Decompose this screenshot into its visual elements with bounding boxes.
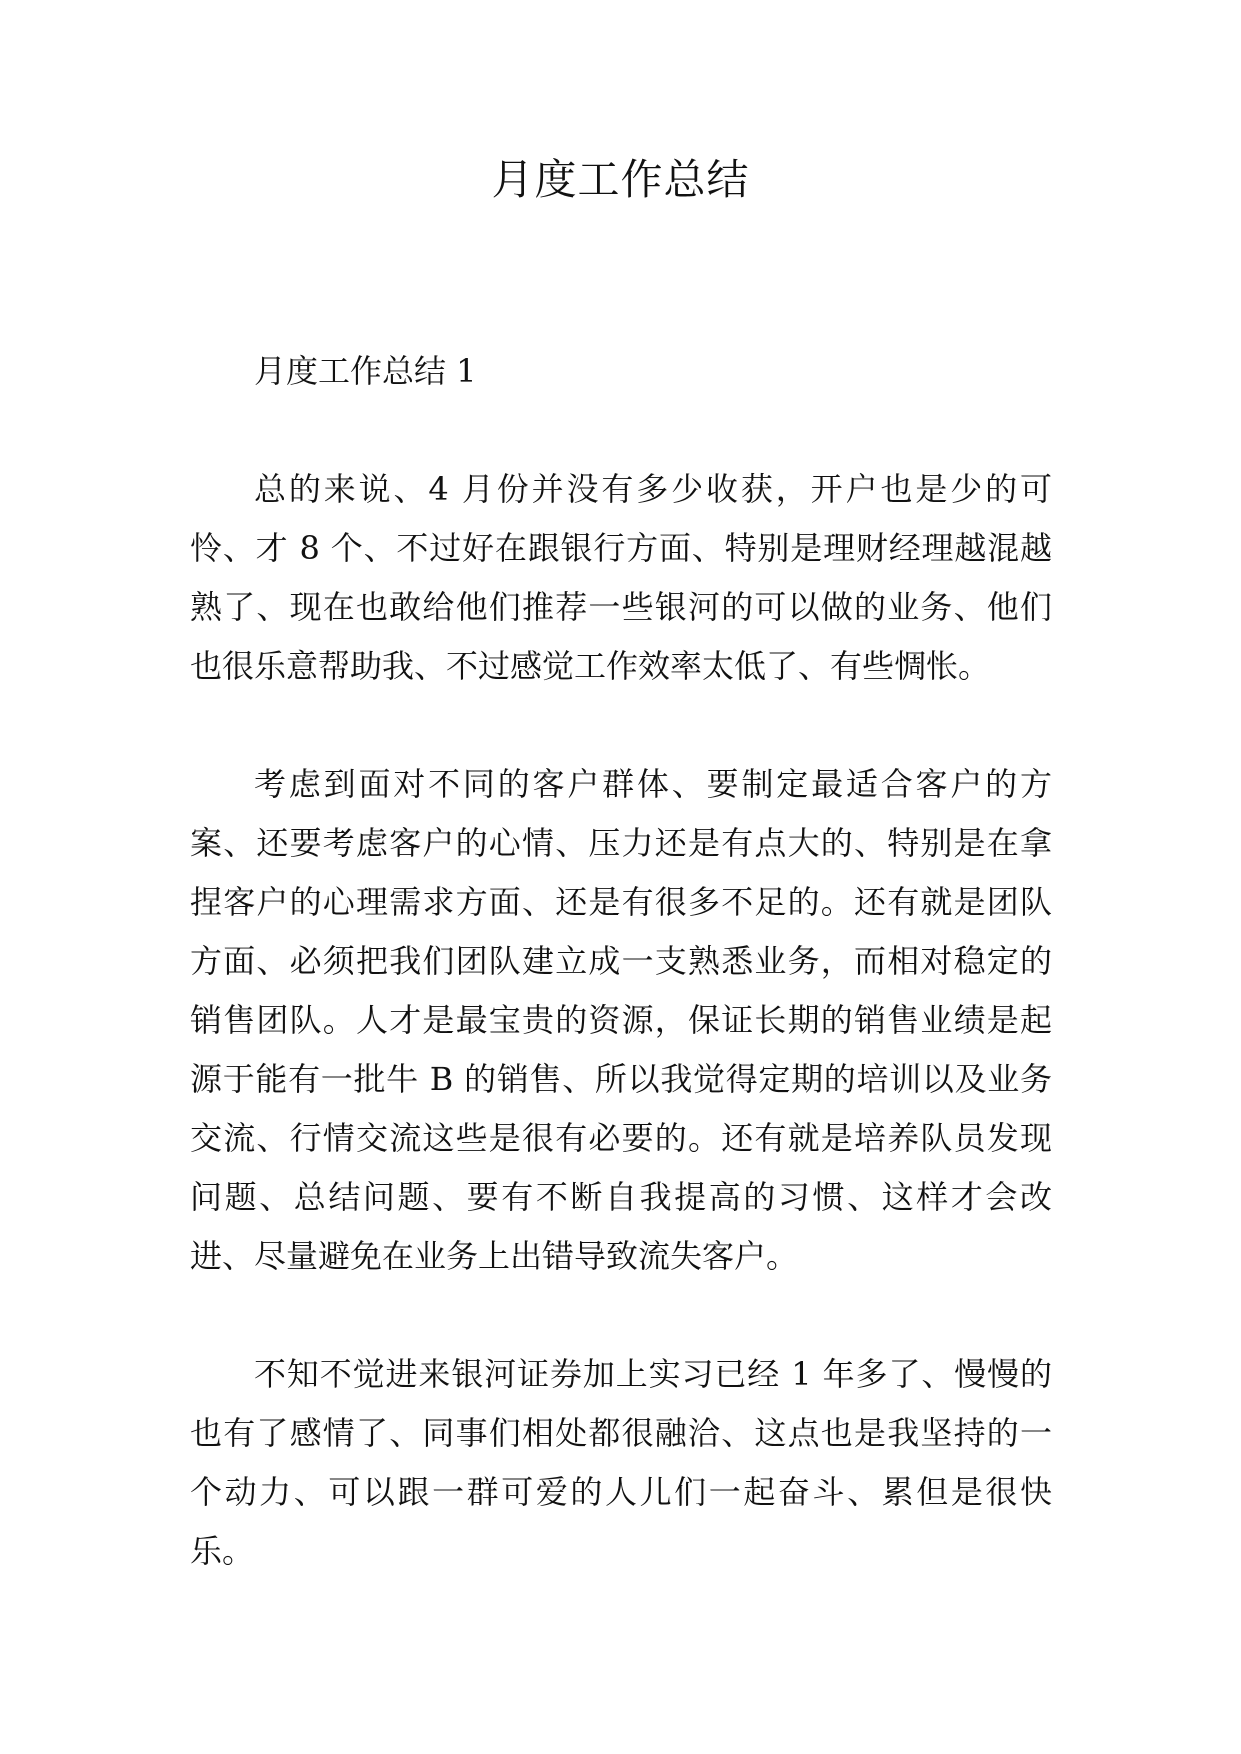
paragraph-2: 考虑到面对不同的客户群体、要制定最适合客户的方案、还要考虑客户的心情、压力还是有点大的、特别是在拿捏客户的心理需求方面、还是有很多不足的。还有就是团队方面、必须把我们团队建立成一支熟悉业务，而相对稳定的销售团队。人才是最宝贵的资源，保证长期的销售业绩是起源于能有一批牛 B 的销售、所以我觉得定期的培训以及业务交流、行情交流这些是很有必要的。还有就是培养队员发现问题、总结问题、要有不断自我提高的习惯、这样才会改进、尽量避免在业务上出错导致流失客户。 bbox=[190, 765, 1052, 1275]
paragraph-3: 不知不觉进来银河证券加上实习已经 1 年多了、慢慢的也有了感情了、同事们相处都很融洽、这点也是我坚持的一个动力、可以跟一群可爱的人儿们一起奋斗、累但是很快乐。 bbox=[190, 1355, 1052, 1570]
document-title: 月度工作总结 bbox=[491, 155, 750, 204]
section-heading: 月度工作总结 1 bbox=[254, 352, 477, 390]
paragraph-1: 总的来说、4 月份并没有多少收获，开户也是少的可怜、才 8 个、不过好在跟银行方面、特别是理财经理越混越熟了、现在也敢给他们推荐一些银河的可以做的业务、他们也很乐意帮助我、不过感觉工作效率太低了、有些惆怅。 bbox=[190, 470, 1052, 685]
document-body bbox=[190, 342, 1052, 1640]
